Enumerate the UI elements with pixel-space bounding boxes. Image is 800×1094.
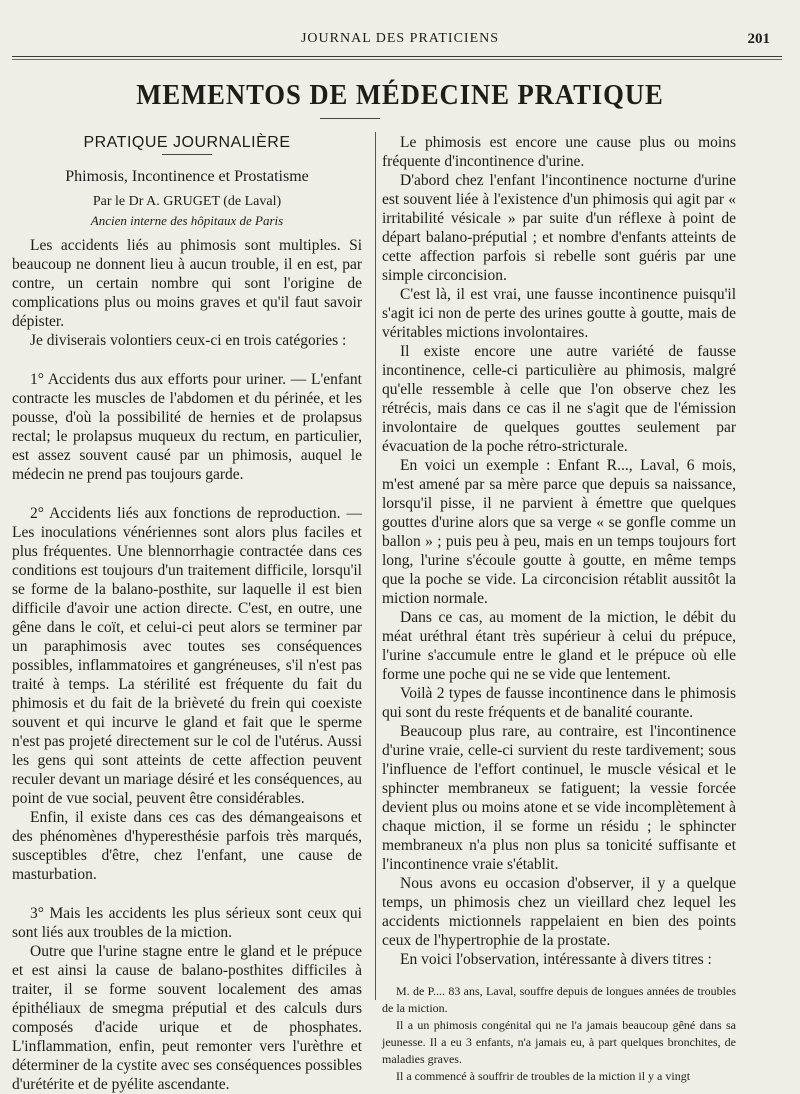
page-number: 201 (747, 31, 770, 47)
running-title: JOURNAL DES PRATICIENS (300, 31, 500, 46)
right-column (382, 133, 736, 1085)
article-author: Par le Dr A. GRUGET (de Laval) (92, 194, 282, 209)
case-notes (382, 983, 736, 1085)
paragraph: Les accidents liés au phimosis sont multiples. Si beaucoup ne donnent lieu à aucun trouble, il en est, par contre, un certain nombre qui sont l'origine de complications plus ou moins graves et qu'il faut savoir dépister. (12, 237, 362, 330)
article-title: Phimosis, Incontinence et Prostatisme (65, 168, 309, 185)
paragraph: 3° Mais les accidents les plus sérieux sont ceux qui sont liés aux troubles de la miction. (12, 905, 362, 941)
paragraph: Le phimosis est encore une cause plus ou moins fréquente d'incontinence d'urine. (382, 134, 736, 170)
paragraph: 2° Accidents liés aux fonctions de reproduction. — Les inoculations vénériennes sont alors plus faciles et plus fréquentes. Une blennorrhagie contractée dans ces conditions est toujours d'un traitement difficile, lorsqu'il se forme de la balano-posthite, sur laquelle il est bien difficile d'avoir une action directe. C'est, en outre, une gêne dans le coït, et celui-ci peut alors se terminer par un paraphimosis avec toutes ses conséquences possibles, inflammatoires et gangréneuses, s'il n'est pas traité à temps. La stérilité est fréquente du fait du phimosis et du fait de la brièveté du frein qui coexiste souvent et qui incurve le gland et fait que le sperme n'est pas projeté directement sur le col de l'utérus. Aussi les gens qui sont atteints de cette affection peuvent reculer devant un mariage désiré et les conséquences, au point de vue social, peuvent être considérables. (12, 505, 362, 807)
paragraph: Beaucoup plus rare, au contraire, est l'incontinence d'urine vraie, celle-ci survient du reste tardivement; sous l'influence de l'effort continuel, le muscle vésical et le sphincter membraneux se fatiguent; la vessie forcée devient plus ou moins atone et se vide incomplètement à chaque miction, il se forme un résidu ; le sphincter membraneux n'a plus non plus sa tonicité suffisante et l'incontinence vraie s'établit. (382, 723, 736, 873)
paragraph: D'abord chez l'enfant l'incontinence nocturne d'urine est souvent liée à l'existence d'un phimosis qui agit par « irritabilité vésicale » par suite d'un réflexe à point de départ balano-préputial ; et nombre d'enfants atteints de cette affection parfois si rebelle sont guéris par une simple circoncision. (382, 172, 736, 284)
case-note: M. de P.... 83 ans, Laval, souffre depuis de longues années de troubles de la miction. (382, 984, 736, 1015)
case-note: Il a un phimosis congénital qui ne l'a jamais beaucoup gêné dans sa jeunesse. Il a eu 3 enfants, n'a jamais eu, à part quelques bronchites, de maladies graves. (382, 1018, 736, 1066)
column-divider (375, 132, 376, 1000)
paragraph: Voilà 2 types de fausse incontinence dans le phimosis qui sont du reste fréquents et de banalité courante. (382, 685, 736, 721)
paragraph: Outre que l'urine stagne entre le gland et le prépuce et est ainsi la cause de balano-posthites difficiles à traiter, il se forme souvent localement des amas épithéliaux de smegma préputial et des calculs durs composés d'acide urique et de phosphates. L'inflammation, enfin, peut remonter vers l'urèthre et déterminer de la cystite avec ses conséquences possibles d'urétérite et de pyélite ascendante. (12, 943, 362, 1093)
paragraph: En voici un exemple : Enfant R..., Laval, 6 mois, m'est amené par sa mère parce que depuis sa naissance, lorsqu'il pisse, il ne parvient à émettre que quelques gouttes d'urine alors que sa verge « se gonfle comme un ballon » ; puis peu à peu, mais en un temps toujours fort long, l'urine s'écoule goutte à goutte, en même temps que la poche se vide. La circoncision rétablit aussitôt la miction normale. (382, 457, 736, 607)
header-rule (12, 56, 782, 57)
section-heading: PRATIQUE JOURNALIÈRE (83, 134, 291, 151)
header-rule-secondary (12, 59, 782, 60)
main-title: MEMENTOS DE MÉDECINE PRATIQUE (136, 79, 664, 111)
title-rule (320, 118, 380, 119)
article-author-role: Ancien interne des hôpitaux de Paris (90, 213, 284, 228)
left-column (12, 133, 362, 1094)
paragraph: Enfin, il existe dans ces cas des démangeaisons et des phénomènes d'hyperesthésie parfois très marqués, susceptibles d'être, chez l'enfant, une cause de masturbation. (12, 809, 362, 883)
paragraph: Dans ce cas, au moment de la miction, le débit du méat uréthral étant très supérieur à celui du prépuce, l'urine s'accumule entre le gland et le prépuce où elle forme une poche qui ne se vide que lentement. (382, 609, 736, 683)
paragraph: En voici l'observation, intéressante à divers titres : (400, 951, 712, 968)
paragraph: Je diviserais volontiers ceux-ci en trois catégories : (30, 332, 347, 349)
paragraph: C'est là, il est vrai, une fausse incontinence puisqu'il s'agit ici non de perte des urines goutte à goutte, mais de véritables mictions involontaires. (382, 286, 736, 341)
case-note: Il a commencé à souffrir de troubles de la miction il y a vingt (396, 1069, 691, 1083)
paragraph: 1° Accidents dus aux efforts pour uriner. — L'enfant contracte les muscles de l'abdomen et du périnée, et les pousse, d'où la possibilité de hernies et de prolapsus rectal; le prolapsus muqueux du rectum, en particulier, est assez souvent causé par un phimosis, auquel le médecin ne prend pas toujours garde. (12, 371, 362, 483)
section-rule (162, 154, 212, 155)
paragraph: Nous avons eu occasion d'observer, il y a quelque temps, un phimosis chez un vieillard chez lequel les accidents mictionnels rappelaient en bien des points ceux de l'hypertrophie de la prostate. (382, 875, 736, 949)
running-header (0, 31, 800, 51)
paragraph: Il existe encore une autre variété de fausse incontinence, celle-ci particulière au phimosis, malgré qu'elle ressemble à celle que l'on observe chez les rétrécis, mais dans ce cas il ne s'agit que de l'émission involontaire de quelques gouttes seulement par évacuation de la poche rétro-stricturale. (382, 343, 736, 455)
